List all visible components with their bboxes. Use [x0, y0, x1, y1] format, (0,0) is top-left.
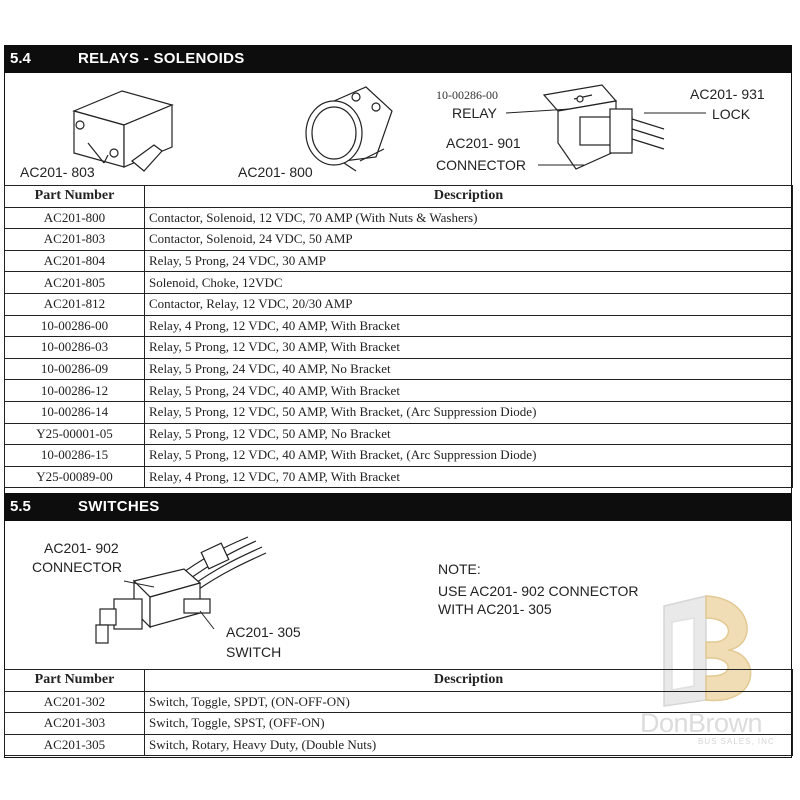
label-ac201-931: AC201- 931 [690, 86, 765, 102]
table-row [5, 466, 793, 488]
description-cell: Relay, 4 Prong, 12 VDC, 40 AMP, With Bracket [145, 315, 793, 337]
label-connector: CONNECTOR [436, 157, 526, 173]
table-row [5, 250, 793, 272]
note-title: NOTE: [438, 561, 481, 577]
relays-drawing [4, 73, 792, 185]
part-number-cell: 10-00286-03 [5, 337, 145, 359]
table-row [5, 691, 793, 713]
part-number-cell: AC201-303 [5, 713, 145, 735]
description-cell: Relay, 5 Prong, 12 VDC, 50 AMP, No Bracket [145, 423, 793, 445]
part-number-cell: AC201-804 [5, 250, 145, 272]
watermark-subtitle: BUS SALES, INC [698, 737, 775, 746]
part-number-cell: 10-00286-00 [5, 315, 145, 337]
table-row [5, 445, 793, 467]
label-switch: SWITCH [226, 644, 282, 660]
description-cell: Switch, Rotary, Heavy Duty, (Double Nuts) [145, 734, 793, 756]
description-cell: Relay, 4 Prong, 12 VDC, 70 AMP, With Bracket [145, 466, 793, 488]
part-number-cell: 10-00286-14 [5, 401, 145, 423]
header-description: Description [145, 670, 793, 692]
part-number-cell: AC201-803 [5, 229, 145, 251]
table-row [5, 272, 793, 294]
section-header-switches [4, 493, 792, 521]
description-cell: Solenoid, Choke, 12VDC [145, 272, 793, 294]
relay-connector-drawing [544, 85, 664, 169]
label-relay: RELAY [452, 105, 497, 121]
part-number-cell: Y25-00089-00 [5, 466, 145, 488]
relays-parts-table [4, 185, 793, 488]
note-line-2: WITH AC201- 305 [438, 601, 552, 617]
label-switch-connector: CONNECTOR [32, 559, 122, 575]
label-10-00286-00: 10-00286-00 [436, 88, 498, 102]
table-row [5, 380, 793, 402]
part-number-cell: 10-00286-15 [5, 445, 145, 467]
description-cell: Contactor, Solenoid, 12 VDC, 70 AMP (With Nuts & Washers) [145, 207, 793, 229]
table-row [5, 293, 793, 315]
description-cell: Switch, Toggle, SPST, (OFF-ON) [145, 713, 793, 735]
part-number-cell: AC201-800 [5, 207, 145, 229]
description-cell: Contactor, Solenoid, 24 VDC, 50 AMP [145, 229, 793, 251]
table-header-row [5, 186, 793, 208]
relays-illustration [4, 73, 792, 185]
table-row [5, 229, 793, 251]
watermark-brand: DonBrown [640, 708, 763, 738]
label-ac201-901: AC201- 901 [446, 135, 521, 151]
table-row [5, 734, 793, 756]
part-number-cell: 10-00286-09 [5, 358, 145, 380]
description-cell: Relay, 5 Prong, 24 VDC, 30 AMP [145, 250, 793, 272]
part-number-cell: AC201-305 [5, 734, 145, 756]
section-header-relays [4, 45, 792, 73]
section-title: SWITCHES [78, 498, 160, 515]
table-row [5, 423, 793, 445]
description-cell: Contactor, Relay, 12 VDC, 20/30 AMP [145, 293, 793, 315]
part-number-cell: AC201-805 [5, 272, 145, 294]
section-number: 5.4 [10, 50, 31, 67]
description-cell: Switch, Toggle, SPDT, (ON-OFF-ON) [145, 691, 793, 713]
description-cell: Relay, 5 Prong, 24 VDC, 40 AMP, With Bracket [145, 380, 793, 402]
table-header-row [5, 670, 793, 692]
table-row [5, 315, 793, 337]
table-row [5, 401, 793, 423]
note-line-1: USE AC201- 902 CONNECTOR [438, 583, 639, 599]
contactor-803-drawing [74, 91, 172, 171]
description-cell: Relay, 5 Prong, 12 VDC, 40 AMP, With Bracket, (Arc Suppression Diode) [145, 445, 793, 467]
table-row [5, 337, 793, 359]
section-number: 5.5 [10, 498, 31, 515]
label-ac201-305: AC201- 305 [226, 624, 301, 640]
part-number-cell: Y25-00001-05 [5, 423, 145, 445]
description-cell: Relay, 5 Prong, 12 VDC, 30 AMP, With Bracket [145, 337, 793, 359]
table-row [5, 207, 793, 229]
table-row [5, 358, 793, 380]
part-number-cell: 10-00286-12 [5, 380, 145, 402]
label-lock: LOCK [712, 106, 751, 122]
switches-parts-table [4, 669, 793, 756]
header-description: Description [145, 186, 793, 208]
part-number-cell: AC201-302 [5, 691, 145, 713]
header-part-number: Part Number [5, 670, 145, 692]
description-cell: Relay, 5 Prong, 12 VDC, 50 AMP, With Bracket, (Arc Suppression Diode) [145, 401, 793, 423]
section-title: RELAYS - SOLENOIDS [78, 50, 245, 67]
description-cell: Relay, 5 Prong, 24 VDC, 40 AMP, No Bracket [145, 358, 793, 380]
label-ac201-902: AC201- 902 [44, 540, 119, 556]
header-part-number: Part Number [5, 186, 145, 208]
label-ac201-803: AC201- 803 [20, 164, 95, 180]
table-row [5, 713, 793, 735]
solenoid-800-drawing [306, 87, 392, 171]
part-number-cell: AC201-812 [5, 293, 145, 315]
label-ac201-800: AC201- 800 [238, 164, 313, 180]
